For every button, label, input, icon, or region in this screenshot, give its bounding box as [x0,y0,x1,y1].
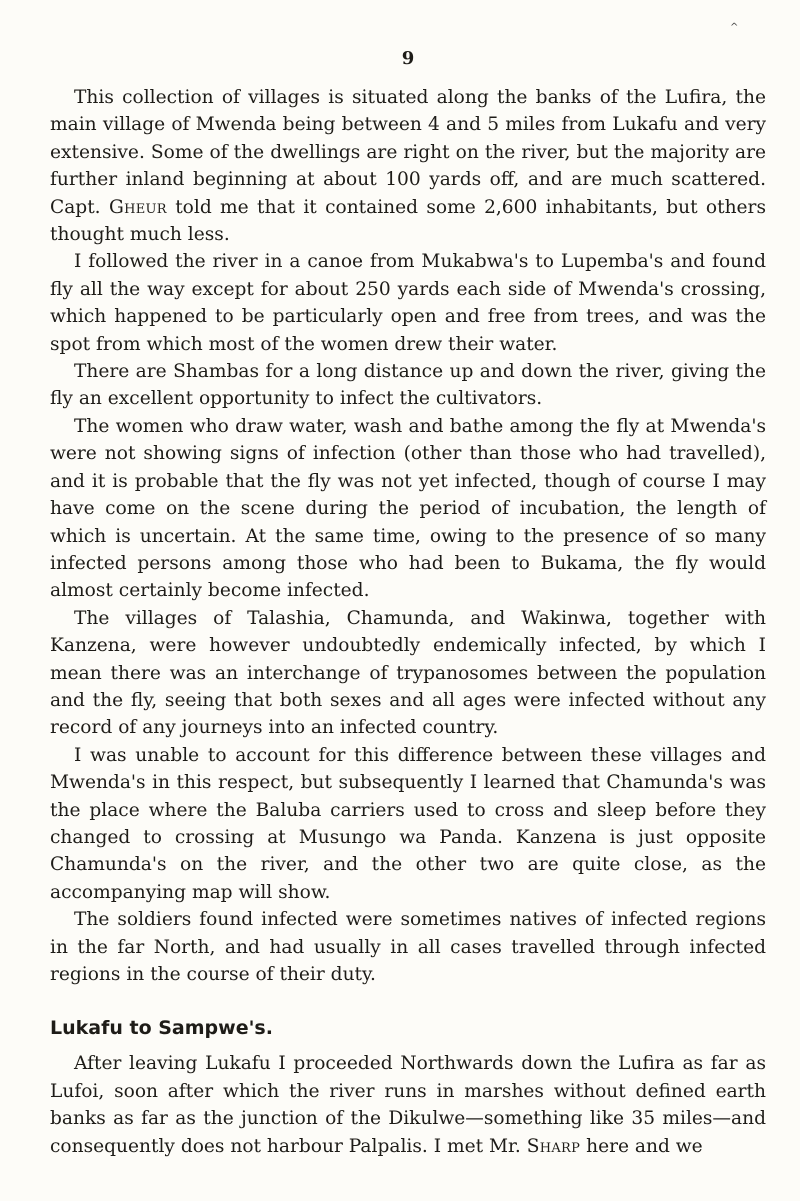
paragraph-villages-continued: that it contained some 2,600 inhabitants, but others thought much less. [50,196,766,246]
body-text [50,84,766,1160]
person-name-gheur: Gheur [108,196,167,218]
person-name-sharp: Sharp [526,1135,581,1157]
captain-prefix: Capt. [50,196,101,218]
paragraph-soldiers: The soldiers found infected were sometimes natives of infected regions in the far North, and had usually in all cases travelled through infected regions in the course of their duty. [50,909,766,985]
paragraph-villages [50,84,766,248]
captain-verb: told me [175,196,249,218]
paragraph-canoe: I followed the river in a canoe from Mukabwa's to Lupemba's and found fly all the way except for about 250 yards each side of Mwenda's crossing, which happened to be particularly open and free from trees, and was the spot from which most of the women drew their water. [50,251,766,355]
section-heading: Lukafu to Sampwe's. [50,1017,273,1040]
paragraph-villages-text: This collection of villages is situated along the banks of the Lufira, the main village of Mwenda being between 4 and 5 miles from Lukafu and very extensive. Some of the dwellings are right on the river, but the majority are further inland beginning at about 100 yards off, and are much scattered. [50,87,766,191]
paragraph-endemic-villages: The villages of Talashia, Chamunda, and Wakinwa, together with Kanzena, were however undoubtedly endemically infected, by which I mean there was an interchange of trypanosomes between the population and the fly, seeing that both sexes and all ages were infected without any record of any journeys into an infected country. [50,607,766,739]
paragraph-lukafu-end: here and we [586,1135,703,1157]
paragraph-shambas: There are Shambas for a long distance up and down the river, giving the fly an excellent opportunity to infect the cultivators. [50,361,766,410]
paragraph-difference: I was unable to account for this difference between these villages and Mwenda's in this respect, but subsequently I learned that Chamunda's was the place where the Baluba carriers used to cross and sleep before they changed to crossing at Musungo wa Panda. Kanzena is just opposite Chamunda's on the river, and the other two are quite close, as the accompanying map will show. [50,744,766,903]
paragraph-lukafu-text: After leaving Lukafu I proceeded Northwards down the Lufira as far as Lufoi, soon after which the river runs in marshes without defined earth banks as far as the junction of the Dikulwe—something like 35 miles—and consequently does not harbour Palpalis. I met Mr. [50,1053,766,1157]
page-number: 9 [401,48,415,69]
margin-mark: ^ [730,22,739,33]
paragraph-women: The women who draw water, wash and bathe among the fly at Mwenda's were not showing signs of infection (other than those who had travelled), and it is probable that the fly was not yet infected, though of course I may have come on the scene during the period of incubation, the length of which is uncertain. At the same time, owing to the presence of so many infected persons among those who had been to Bukama, the fly would almost certainly become infected. [50,415,766,602]
paragraph-lukafu-sampwe [50,1050,766,1160]
document-page [50,0,766,1201]
